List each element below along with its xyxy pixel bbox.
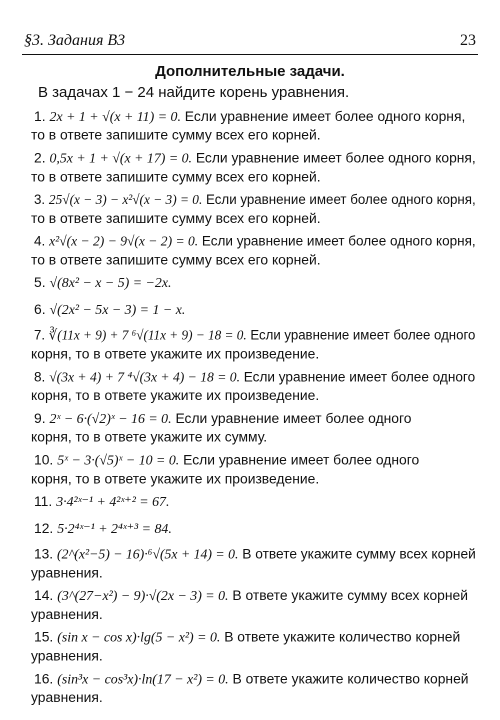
task-text-continued: уравнения. (31, 563, 103, 580)
task-line (34, 670, 470, 688)
task-item (31, 670, 470, 706)
page-header (22, 30, 478, 55)
task-line (34, 149, 476, 168)
task-line (34, 108, 470, 126)
task-line (34, 368, 476, 386)
task-equation: 5·2⁴ˣ⁻¹ + 2⁴ˣ⁺³ = 84. (57, 521, 172, 537)
task-number: 5. (34, 274, 46, 291)
task-text: Если уравнение имеет более одного корня, (180, 108, 466, 124)
task-line (34, 587, 470, 605)
task-line (34, 191, 476, 209)
task-line (34, 519, 470, 537)
task-text: Если уравнение имеет более одного корня, (202, 191, 476, 208)
task-text: В ответе укажите сумму всех корней (228, 587, 469, 604)
intro-text: В задачах 1 − 24 найдите корень уравнения. (38, 84, 350, 101)
task-item (31, 410, 470, 446)
task-text-continued: то в ответе запишите сумму всех его корней. (31, 209, 321, 226)
task-number: 8. (34, 368, 46, 385)
task-item (31, 368, 476, 404)
task-number: 14. (34, 587, 54, 604)
task-number: 7. (34, 326, 46, 343)
task-item (31, 232, 476, 269)
task-item (31, 628, 470, 665)
task-text-continued: то в ответе запишите сумму всех его корней. (31, 251, 321, 267)
task-equation: √(8x² − x − 5) = −2x. (49, 276, 172, 292)
task-equation: 0,5x + 1 + √(x + 17) = 0. (49, 151, 192, 167)
task-text: В ответе укажите количество корней (228, 670, 469, 687)
task-line (34, 629, 470, 647)
task-item (31, 451, 470, 488)
task-text-continued: корня, то в ответе укажите их произведение. (31, 386, 320, 403)
task-text: Если уравнение имеет более одного (246, 326, 476, 343)
task-text-continued: корня, то в ответе укажите их произведение. (31, 345, 320, 361)
task-number: 10. (34, 451, 54, 468)
task-equation: ∛(11x + 9) + 7 ⁶√(11x + 9) − 18 = 0. (48, 328, 247, 344)
task-text: Если уравнение имеет более одного (179, 451, 420, 468)
task-text: Если уравнение имеет более одного (239, 368, 476, 385)
task-equation: √(2x² − 5x − 3) = 1 − x. (49, 302, 186, 318)
task-equation: 5ˣ − 3·(√5)ˣ − 10 = 0. (57, 453, 180, 469)
task-number: 1. (34, 108, 46, 124)
task-line (34, 545, 476, 564)
task-list (31, 108, 476, 712)
task-item (31, 545, 476, 582)
task-equation: 2ˣ − 6·(√2)ˣ − 16 = 0. (49, 411, 172, 427)
task-item (34, 274, 470, 292)
task-equation: x²√(x − 2) − 9√(x − 2) = 0. (49, 234, 199, 250)
task-text-continued: уравнения. (31, 647, 103, 663)
task-equation: 25√(x − 3) − x²√(x − 3) = 0. (48, 193, 203, 209)
section-heading: Дополнительные задачи. (155, 63, 345, 80)
task-number: 13. (34, 545, 54, 562)
task-item (31, 191, 476, 227)
task-line (34, 326, 476, 345)
task-text-continued: корня, то в ответе укажите их сумму. (31, 428, 268, 445)
task-number: 11. (34, 493, 53, 510)
task-number: 6. (34, 300, 46, 317)
task-equation: (sin³x − cos³x)·ln(17 − x²) = 0. (57, 672, 229, 688)
task-line (34, 232, 476, 251)
task-equation: 2x + 1 + √(x + 11) = 0. (49, 109, 181, 125)
task-equation: √(3x + 4) + 7 ⁴√(3x + 4) − 18 = 0. (49, 370, 240, 386)
task-number: 12. (34, 519, 54, 536)
task-text-continued: то в ответе запишите сумму всех его корней. (31, 167, 321, 184)
task-number: 2. (34, 149, 46, 166)
task-item (34, 301, 470, 319)
task-item (31, 149, 476, 186)
task-line (34, 493, 470, 511)
task-equation: (2^(x²−5) − 16)·⁶√(5x + 14) = 0. (57, 547, 239, 563)
task-text-continued: корня, то в ответе укажите их произведение. (31, 469, 320, 486)
section-title: §3. Задания B3 (24, 32, 126, 49)
task-item (31, 326, 476, 363)
task-number: 15. (34, 628, 54, 645)
task-line (34, 452, 470, 470)
task-line (34, 410, 470, 428)
task-text: Если уравнение имеет более одного (171, 410, 412, 426)
task-number: 3. (34, 191, 46, 208)
task-text: В ответе укажите сумму всех корней (238, 545, 476, 562)
task-item (34, 519, 470, 537)
task-text-continued: уравнения. (31, 605, 103, 622)
task-number: 4. (34, 232, 46, 249)
page-number: 23 (460, 32, 476, 49)
task-item (31, 587, 470, 623)
task-text-continued: уравнения. (31, 688, 103, 705)
task-item (34, 493, 470, 511)
task-equation: 3·4²ˣ⁻¹ + 4²ˣ⁺² = 67. (56, 495, 170, 511)
task-line (34, 274, 470, 292)
task-line (34, 301, 470, 319)
task-number: 16. (34, 670, 54, 687)
task-item (31, 108, 470, 144)
task-equation: (3^(27−x²) − 9)·√(2x − 3) = 0. (57, 589, 229, 605)
task-number: 9. (34, 410, 46, 426)
task-text: Если уравнение имеет более одного корня, (191, 149, 476, 166)
task-equation: (sin x − cos x)·lg(5 − x²) = 0. (57, 630, 221, 646)
task-text-continued: то в ответе запишите сумму всех его корней. (31, 126, 321, 143)
task-text: Если уравнение имеет более одного корня, (198, 232, 476, 249)
task-text: В ответе укажите количество корней (220, 628, 461, 645)
